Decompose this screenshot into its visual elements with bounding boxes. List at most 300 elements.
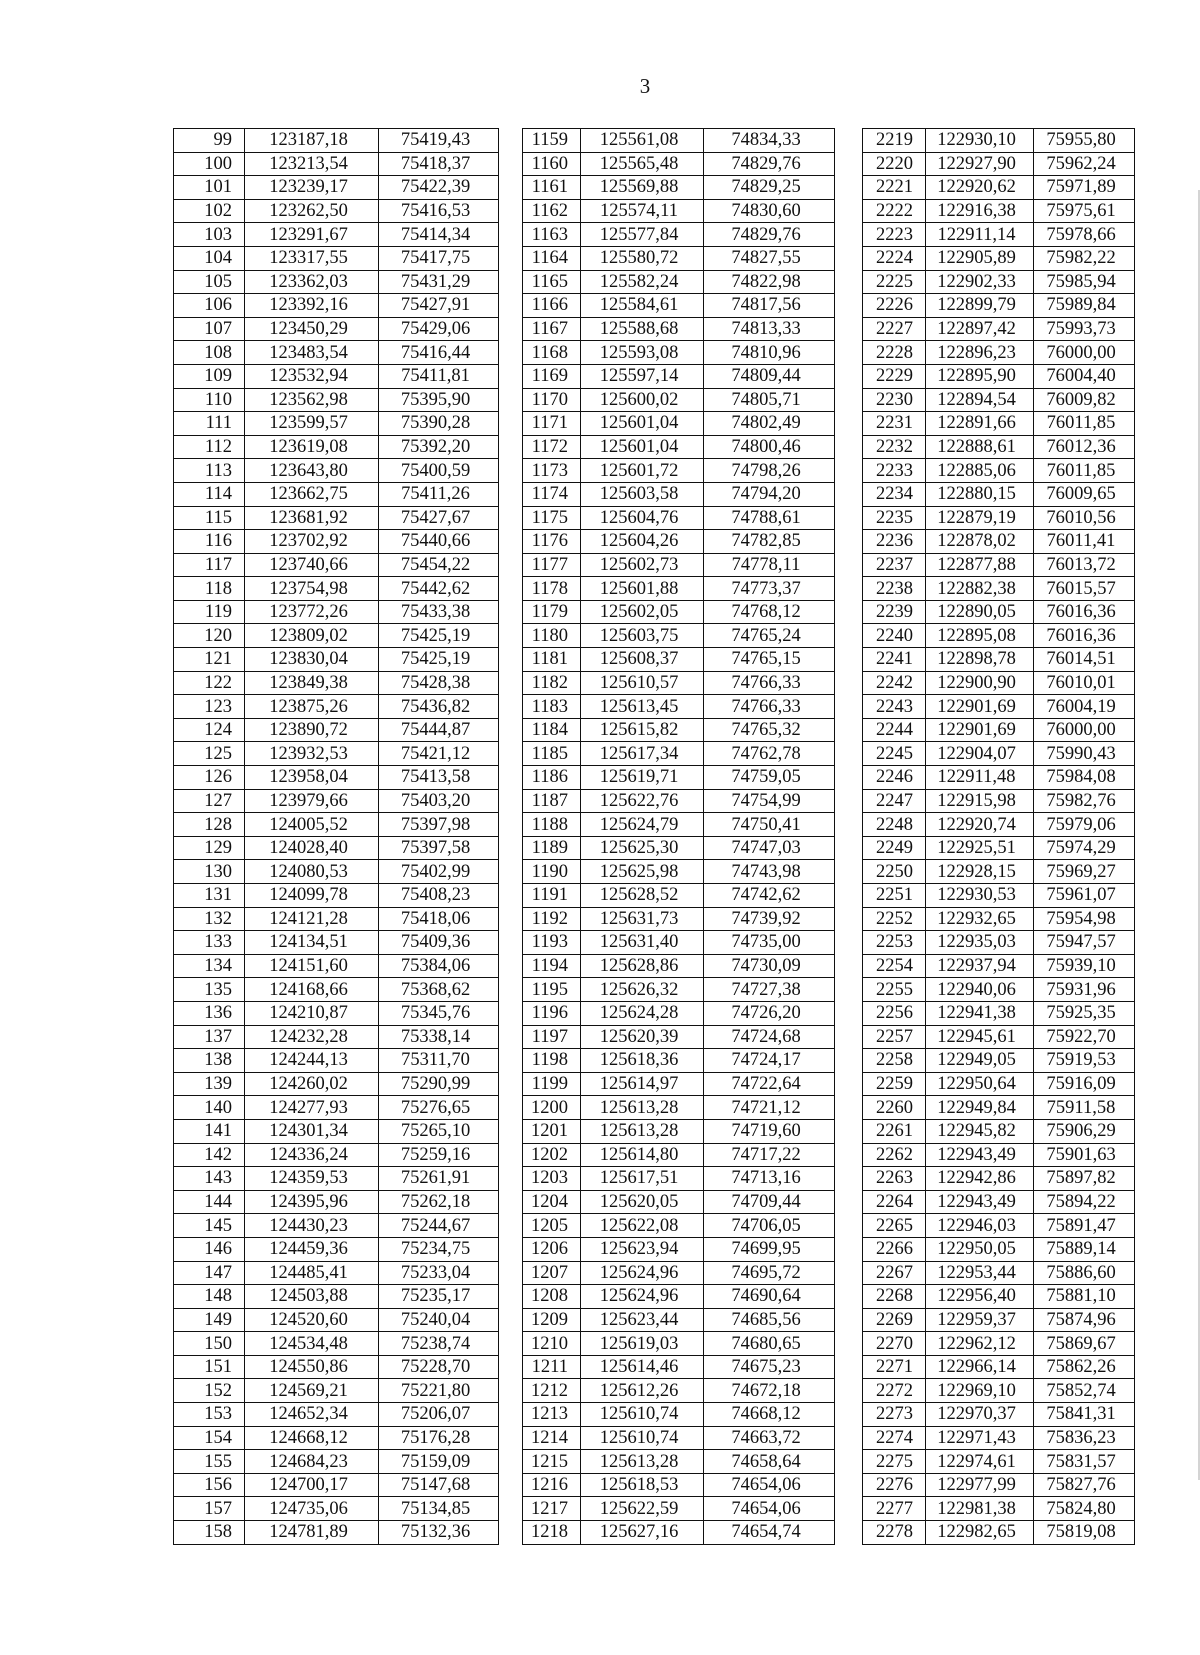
point-number-cell: 2233 <box>863 459 926 483</box>
x-coordinate-cell: 123875,26 <box>245 695 379 719</box>
point-number-cell: 1177 <box>523 553 581 577</box>
point-number-cell: 1184 <box>523 718 581 742</box>
point-number-cell: 2255 <box>863 978 926 1002</box>
x-coordinate-cell: 122950,05 <box>926 1237 1034 1261</box>
y-coordinate-cell: 75134,85 <box>379 1497 499 1521</box>
y-coordinate-cell: 76009,65 <box>1034 482 1135 506</box>
column-gap <box>499 506 523 530</box>
y-coordinate-cell: 74829,76 <box>704 152 835 176</box>
x-coordinate-cell: 124459,36 <box>245 1237 379 1261</box>
y-coordinate-cell: 74743,98 <box>704 860 835 884</box>
point-number-cell: 2242 <box>863 671 926 695</box>
x-coordinate-cell: 125615,82 <box>581 718 704 742</box>
point-number-cell: 2276 <box>863 1473 926 1497</box>
y-coordinate-cell: 76014,51 <box>1034 648 1135 672</box>
column-gap <box>499 1025 523 1049</box>
column-gap <box>835 459 863 483</box>
y-coordinate-cell: 74719,60 <box>704 1119 835 1143</box>
x-coordinate-cell: 124151,60 <box>245 954 379 978</box>
y-coordinate-cell: 74817,56 <box>704 294 835 318</box>
x-coordinate-cell: 125613,28 <box>581 1119 704 1143</box>
x-coordinate-cell: 125608,37 <box>581 648 704 672</box>
x-coordinate-cell: 123213,54 <box>245 152 379 176</box>
x-coordinate-cell: 125565,48 <box>581 152 704 176</box>
x-coordinate-cell: 122942,86 <box>926 1167 1034 1191</box>
x-coordinate-cell: 125613,28 <box>581 1450 704 1474</box>
y-coordinate-cell: 74722,64 <box>704 1072 835 1096</box>
x-coordinate-cell: 125604,26 <box>581 530 704 554</box>
point-number-cell: 158 <box>174 1521 245 1545</box>
point-number-cell: 2275 <box>863 1450 926 1474</box>
y-coordinate-cell: 75444,87 <box>379 718 499 742</box>
column-gap <box>499 1190 523 1214</box>
x-coordinate-cell: 124359,53 <box>245 1167 379 1191</box>
column-gap <box>835 199 863 223</box>
x-coordinate-cell: 124301,34 <box>245 1119 379 1143</box>
y-coordinate-cell: 75416,44 <box>379 341 499 365</box>
column-gap <box>499 553 523 577</box>
table-row <box>174 1237 1135 1261</box>
point-number-cell: 154 <box>174 1426 245 1450</box>
column-gap <box>835 1450 863 1474</box>
y-coordinate-cell: 75891,47 <box>1034 1214 1135 1238</box>
y-coordinate-cell: 75411,26 <box>379 482 499 506</box>
point-number-cell: 120 <box>174 624 245 648</box>
x-coordinate-cell: 125604,76 <box>581 506 704 530</box>
point-number-cell: 1204 <box>523 1190 581 1214</box>
x-coordinate-cell: 122890,05 <box>926 600 1034 624</box>
y-coordinate-cell: 75345,76 <box>379 1001 499 1025</box>
y-coordinate-cell: 75961,07 <box>1034 884 1135 908</box>
point-number-cell: 123 <box>174 695 245 719</box>
column-gap <box>499 600 523 624</box>
y-coordinate-cell: 74668,12 <box>704 1403 835 1427</box>
column-gap <box>835 388 863 412</box>
column-gap <box>499 1473 523 1497</box>
column-gap <box>835 1355 863 1379</box>
y-coordinate-cell: 75990,43 <box>1034 742 1135 766</box>
point-number-cell: 2246 <box>863 766 926 790</box>
y-coordinate-cell: 75969,27 <box>1034 860 1135 884</box>
x-coordinate-cell: 124700,17 <box>245 1473 379 1497</box>
y-coordinate-cell: 75427,67 <box>379 506 499 530</box>
point-number-cell: 124 <box>174 718 245 742</box>
x-coordinate-cell: 125600,02 <box>581 388 704 412</box>
point-number-cell: 137 <box>174 1025 245 1049</box>
column-gap <box>835 1308 863 1332</box>
column-gap <box>499 954 523 978</box>
x-coordinate-cell: 123809,02 <box>245 624 379 648</box>
point-number-cell: 139 <box>174 1072 245 1096</box>
point-number-cell: 2226 <box>863 294 926 318</box>
point-number-cell: 140 <box>174 1096 245 1120</box>
x-coordinate-cell: 125614,80 <box>581 1143 704 1167</box>
x-coordinate-cell: 122896,23 <box>926 341 1034 365</box>
y-coordinate-cell: 76013,72 <box>1034 553 1135 577</box>
point-number-cell: 115 <box>174 506 245 530</box>
point-number-cell: 112 <box>174 435 245 459</box>
x-coordinate-cell: 125584,61 <box>581 294 704 318</box>
point-number-cell: 2243 <box>863 695 926 719</box>
column-gap <box>835 907 863 931</box>
x-coordinate-cell: 122904,07 <box>926 742 1034 766</box>
x-coordinate-cell: 125619,03 <box>581 1332 704 1356</box>
y-coordinate-cell: 75338,14 <box>379 1025 499 1049</box>
x-coordinate-cell: 125601,04 <box>581 412 704 436</box>
column-gap <box>835 482 863 506</box>
point-number-cell: 157 <box>174 1497 245 1521</box>
column-gap <box>499 1450 523 1474</box>
x-coordinate-cell: 122900,90 <box>926 671 1034 695</box>
y-coordinate-cell: 75881,10 <box>1034 1285 1135 1309</box>
x-coordinate-cell: 122945,82 <box>926 1119 1034 1143</box>
table-row <box>174 813 1135 837</box>
y-coordinate-cell: 75413,58 <box>379 766 499 790</box>
y-coordinate-cell: 74730,09 <box>704 954 835 978</box>
y-coordinate-cell: 76015,57 <box>1034 577 1135 601</box>
y-coordinate-cell: 75392,20 <box>379 435 499 459</box>
point-number-cell: 2250 <box>863 860 926 884</box>
x-coordinate-cell: 122962,12 <box>926 1332 1034 1356</box>
column-gap <box>835 766 863 790</box>
x-coordinate-cell: 125561,08 <box>581 129 704 153</box>
point-number-cell: 1168 <box>523 341 581 365</box>
x-coordinate-cell: 123643,80 <box>245 459 379 483</box>
column-gap <box>835 1072 863 1096</box>
x-coordinate-cell: 123291,67 <box>245 223 379 247</box>
point-number-cell: 1164 <box>523 246 581 270</box>
y-coordinate-cell: 75978,66 <box>1034 223 1135 247</box>
table-row <box>174 176 1135 200</box>
y-coordinate-cell: 74766,33 <box>704 671 835 695</box>
point-number-cell: 111 <box>174 412 245 436</box>
column-gap <box>499 766 523 790</box>
point-number-cell: 113 <box>174 459 245 483</box>
y-coordinate-cell: 75395,90 <box>379 388 499 412</box>
x-coordinate-cell: 122935,03 <box>926 931 1034 955</box>
point-number-cell: 106 <box>174 294 245 318</box>
point-number-cell: 2272 <box>863 1379 926 1403</box>
y-coordinate-cell: 76010,56 <box>1034 506 1135 530</box>
point-number-cell: 125 <box>174 742 245 766</box>
table-row <box>174 954 1135 978</box>
point-number-cell: 2240 <box>863 624 926 648</box>
x-coordinate-cell: 124485,41 <box>245 1261 379 1285</box>
column-gap <box>835 364 863 388</box>
point-number-cell: 1169 <box>523 364 581 388</box>
y-coordinate-cell: 75916,09 <box>1034 1072 1135 1096</box>
y-coordinate-cell: 74672,18 <box>704 1379 835 1403</box>
y-coordinate-cell: 75819,08 <box>1034 1521 1135 1545</box>
point-number-cell: 2224 <box>863 246 926 270</box>
x-coordinate-cell: 122974,61 <box>926 1450 1034 1474</box>
table-row <box>174 270 1135 294</box>
y-coordinate-cell: 74768,12 <box>704 600 835 624</box>
point-number-cell: 147 <box>174 1261 245 1285</box>
point-number-cell: 1188 <box>523 813 581 837</box>
y-coordinate-cell: 74802,49 <box>704 412 835 436</box>
y-coordinate-cell: 74809,44 <box>704 364 835 388</box>
y-coordinate-cell: 74742,62 <box>704 884 835 908</box>
y-coordinate-cell: 74830,60 <box>704 199 835 223</box>
column-gap <box>499 341 523 365</box>
y-coordinate-cell: 75979,06 <box>1034 813 1135 837</box>
y-coordinate-cell: 74805,71 <box>704 388 835 412</box>
point-number-cell: 1215 <box>523 1450 581 1474</box>
x-coordinate-cell: 123532,94 <box>245 364 379 388</box>
column-gap <box>835 1167 863 1191</box>
x-coordinate-cell: 125593,08 <box>581 341 704 365</box>
x-coordinate-cell: 123239,17 <box>245 176 379 200</box>
y-coordinate-cell: 75409,36 <box>379 931 499 955</box>
table-row <box>174 789 1135 813</box>
x-coordinate-cell: 122897,42 <box>926 317 1034 341</box>
point-number-cell: 126 <box>174 766 245 790</box>
point-number-cell: 2258 <box>863 1049 926 1073</box>
y-coordinate-cell: 74813,33 <box>704 317 835 341</box>
point-number-cell: 152 <box>174 1379 245 1403</box>
column-gap <box>499 1072 523 1096</box>
column-gap <box>499 1214 523 1238</box>
y-coordinate-cell: 75989,84 <box>1034 294 1135 318</box>
x-coordinate-cell: 124277,93 <box>245 1096 379 1120</box>
y-coordinate-cell: 75290,99 <box>379 1072 499 1096</box>
x-coordinate-cell: 124260,02 <box>245 1072 379 1096</box>
y-coordinate-cell: 75132,36 <box>379 1521 499 1545</box>
point-number-cell: 1162 <box>523 199 581 223</box>
column-gap <box>835 884 863 908</box>
x-coordinate-cell: 125628,52 <box>581 884 704 908</box>
x-coordinate-cell: 124550,86 <box>245 1355 379 1379</box>
column-gap <box>835 1143 863 1167</box>
column-gap <box>499 388 523 412</box>
x-coordinate-cell: 125601,88 <box>581 577 704 601</box>
point-number-cell: 1196 <box>523 1001 581 1025</box>
point-number-cell: 1203 <box>523 1167 581 1191</box>
column-gap <box>499 1119 523 1143</box>
y-coordinate-cell: 74829,25 <box>704 176 835 200</box>
y-coordinate-cell: 75925,35 <box>1034 1001 1135 1025</box>
column-gap <box>499 1001 523 1025</box>
x-coordinate-cell: 125620,39 <box>581 1025 704 1049</box>
y-coordinate-cell: 75429,06 <box>379 317 499 341</box>
x-coordinate-cell: 124668,12 <box>245 1426 379 1450</box>
y-coordinate-cell: 75922,70 <box>1034 1025 1135 1049</box>
y-coordinate-cell: 74766,33 <box>704 695 835 719</box>
point-number-cell: 1201 <box>523 1119 581 1143</box>
column-gap <box>835 742 863 766</box>
x-coordinate-cell: 124781,89 <box>245 1521 379 1545</box>
y-coordinate-cell: 74754,99 <box>704 789 835 813</box>
column-gap <box>499 364 523 388</box>
x-coordinate-cell: 122885,06 <box>926 459 1034 483</box>
point-number-cell: 144 <box>174 1190 245 1214</box>
point-number-cell: 127 <box>174 789 245 813</box>
y-coordinate-cell: 74739,92 <box>704 907 835 931</box>
coordinates-table <box>173 128 1135 1545</box>
table-row <box>174 836 1135 860</box>
point-number-cell: 136 <box>174 1001 245 1025</box>
y-coordinate-cell: 74726,20 <box>704 1001 835 1025</box>
table-body <box>174 129 1135 1545</box>
column-gap <box>499 1049 523 1073</box>
point-number-cell: 1205 <box>523 1214 581 1238</box>
table-row <box>174 1450 1135 1474</box>
x-coordinate-cell: 124684,23 <box>245 1450 379 1474</box>
y-coordinate-cell: 75159,09 <box>379 1450 499 1474</box>
x-coordinate-cell: 122969,10 <box>926 1379 1034 1403</box>
y-coordinate-cell: 74735,00 <box>704 931 835 955</box>
y-coordinate-cell: 74782,85 <box>704 530 835 554</box>
column-gap <box>835 718 863 742</box>
column-gap <box>499 1285 523 1309</box>
x-coordinate-cell: 122930,10 <box>926 129 1034 153</box>
column-gap <box>835 152 863 176</box>
point-number-cell: 1197 <box>523 1025 581 1049</box>
table-row <box>174 1426 1135 1450</box>
point-number-cell: 1176 <box>523 530 581 554</box>
point-number-cell: 1165 <box>523 270 581 294</box>
x-coordinate-cell: 122946,03 <box>926 1214 1034 1238</box>
x-coordinate-cell: 122950,64 <box>926 1072 1034 1096</box>
column-gap <box>499 152 523 176</box>
x-coordinate-cell: 125625,98 <box>581 860 704 884</box>
x-coordinate-cell: 123619,08 <box>245 435 379 459</box>
point-number-cell: 2264 <box>863 1190 926 1214</box>
column-gap <box>835 600 863 624</box>
column-gap <box>835 577 863 601</box>
y-coordinate-cell: 76016,36 <box>1034 624 1135 648</box>
y-coordinate-cell: 75886,60 <box>1034 1261 1135 1285</box>
point-number-cell: 128 <box>174 813 245 837</box>
table-row <box>174 530 1135 554</box>
x-coordinate-cell: 124168,66 <box>245 978 379 1002</box>
x-coordinate-cell: 123958,04 <box>245 766 379 790</box>
x-coordinate-cell: 122920,62 <box>926 176 1034 200</box>
column-gap <box>499 435 523 459</box>
column-gap <box>499 1355 523 1379</box>
table-row <box>174 978 1135 1002</box>
x-coordinate-cell: 122911,48 <box>926 766 1034 790</box>
y-coordinate-cell: 75422,39 <box>379 176 499 200</box>
y-coordinate-cell: 76016,36 <box>1034 600 1135 624</box>
column-gap <box>499 176 523 200</box>
y-coordinate-cell: 75436,82 <box>379 695 499 719</box>
point-number-cell: 122 <box>174 671 245 695</box>
y-coordinate-cell: 75408,23 <box>379 884 499 908</box>
y-coordinate-cell: 74706,05 <box>704 1214 835 1238</box>
x-coordinate-cell: 122878,02 <box>926 530 1034 554</box>
x-coordinate-cell: 125631,40 <box>581 931 704 955</box>
point-number-cell: 2269 <box>863 1308 926 1332</box>
column-gap <box>835 671 863 695</box>
table-row <box>174 412 1135 436</box>
y-coordinate-cell: 74794,20 <box>704 482 835 506</box>
x-coordinate-cell: 122971,43 <box>926 1426 1034 1450</box>
table-row <box>174 341 1135 365</box>
x-coordinate-cell: 122927,90 <box>926 152 1034 176</box>
column-gap <box>499 412 523 436</box>
point-number-cell: 1213 <box>523 1403 581 1427</box>
point-number-cell: 2277 <box>863 1497 926 1521</box>
column-gap <box>835 1237 863 1261</box>
column-gap <box>499 860 523 884</box>
point-number-cell: 2248 <box>863 813 926 837</box>
point-number-cell: 107 <box>174 317 245 341</box>
table-row <box>174 742 1135 766</box>
column-gap <box>499 246 523 270</box>
y-coordinate-cell: 75939,10 <box>1034 954 1135 978</box>
column-gap <box>835 648 863 672</box>
point-number-cell: 2245 <box>863 742 926 766</box>
x-coordinate-cell: 122882,38 <box>926 577 1034 601</box>
x-coordinate-cell: 125588,68 <box>581 317 704 341</box>
column-gap <box>835 695 863 719</box>
x-coordinate-cell: 122899,79 <box>926 294 1034 318</box>
y-coordinate-cell: 75397,58 <box>379 836 499 860</box>
x-coordinate-cell: 124430,23 <box>245 1214 379 1238</box>
y-coordinate-cell: 75974,29 <box>1034 836 1135 860</box>
point-number-cell: 134 <box>174 954 245 978</box>
x-coordinate-cell: 124569,21 <box>245 1379 379 1403</box>
column-gap <box>499 129 523 153</box>
y-coordinate-cell: 75421,12 <box>379 742 499 766</box>
point-number-cell: 1163 <box>523 223 581 247</box>
x-coordinate-cell: 124395,96 <box>245 1190 379 1214</box>
table-row <box>174 1261 1135 1285</box>
x-coordinate-cell: 122911,14 <box>926 223 1034 247</box>
x-coordinate-cell: 125610,74 <box>581 1426 704 1450</box>
column-gap <box>499 978 523 1002</box>
column-gap <box>835 1025 863 1049</box>
x-coordinate-cell: 123932,53 <box>245 742 379 766</box>
point-number-cell: 141 <box>174 1119 245 1143</box>
y-coordinate-cell: 75259,16 <box>379 1143 499 1167</box>
column-gap <box>835 1285 863 1309</box>
point-number-cell: 110 <box>174 388 245 412</box>
x-coordinate-cell: 122920,74 <box>926 813 1034 837</box>
y-coordinate-cell: 76000,00 <box>1034 718 1135 742</box>
y-coordinate-cell: 75862,26 <box>1034 1355 1135 1379</box>
x-coordinate-cell: 125613,45 <box>581 695 704 719</box>
column-gap <box>835 1261 863 1285</box>
point-number-cell: 1214 <box>523 1426 581 1450</box>
y-coordinate-cell: 74699,95 <box>704 1237 835 1261</box>
x-coordinate-cell: 123772,26 <box>245 600 379 624</box>
y-coordinate-cell: 74827,55 <box>704 246 835 270</box>
point-number-cell: 2252 <box>863 907 926 931</box>
y-coordinate-cell: 74724,17 <box>704 1049 835 1073</box>
x-coordinate-cell: 122943,49 <box>926 1190 1034 1214</box>
x-coordinate-cell: 122970,37 <box>926 1403 1034 1427</box>
x-coordinate-cell: 125574,11 <box>581 199 704 223</box>
y-coordinate-cell: 75954,98 <box>1034 907 1135 931</box>
column-gap <box>835 789 863 813</box>
column-gap <box>499 648 523 672</box>
point-number-cell: 146 <box>174 1237 245 1261</box>
point-number-cell: 129 <box>174 836 245 860</box>
table-row <box>174 482 1135 506</box>
table-row <box>174 1403 1135 1427</box>
table-row <box>174 199 1135 223</box>
y-coordinate-cell: 75947,57 <box>1034 931 1135 955</box>
column-gap <box>499 907 523 931</box>
x-coordinate-cell: 125624,96 <box>581 1285 704 1309</box>
y-coordinate-cell: 75894,22 <box>1034 1190 1135 1214</box>
y-coordinate-cell: 74765,32 <box>704 718 835 742</box>
y-coordinate-cell: 75228,70 <box>379 1355 499 1379</box>
y-coordinate-cell: 75311,70 <box>379 1049 499 1073</box>
